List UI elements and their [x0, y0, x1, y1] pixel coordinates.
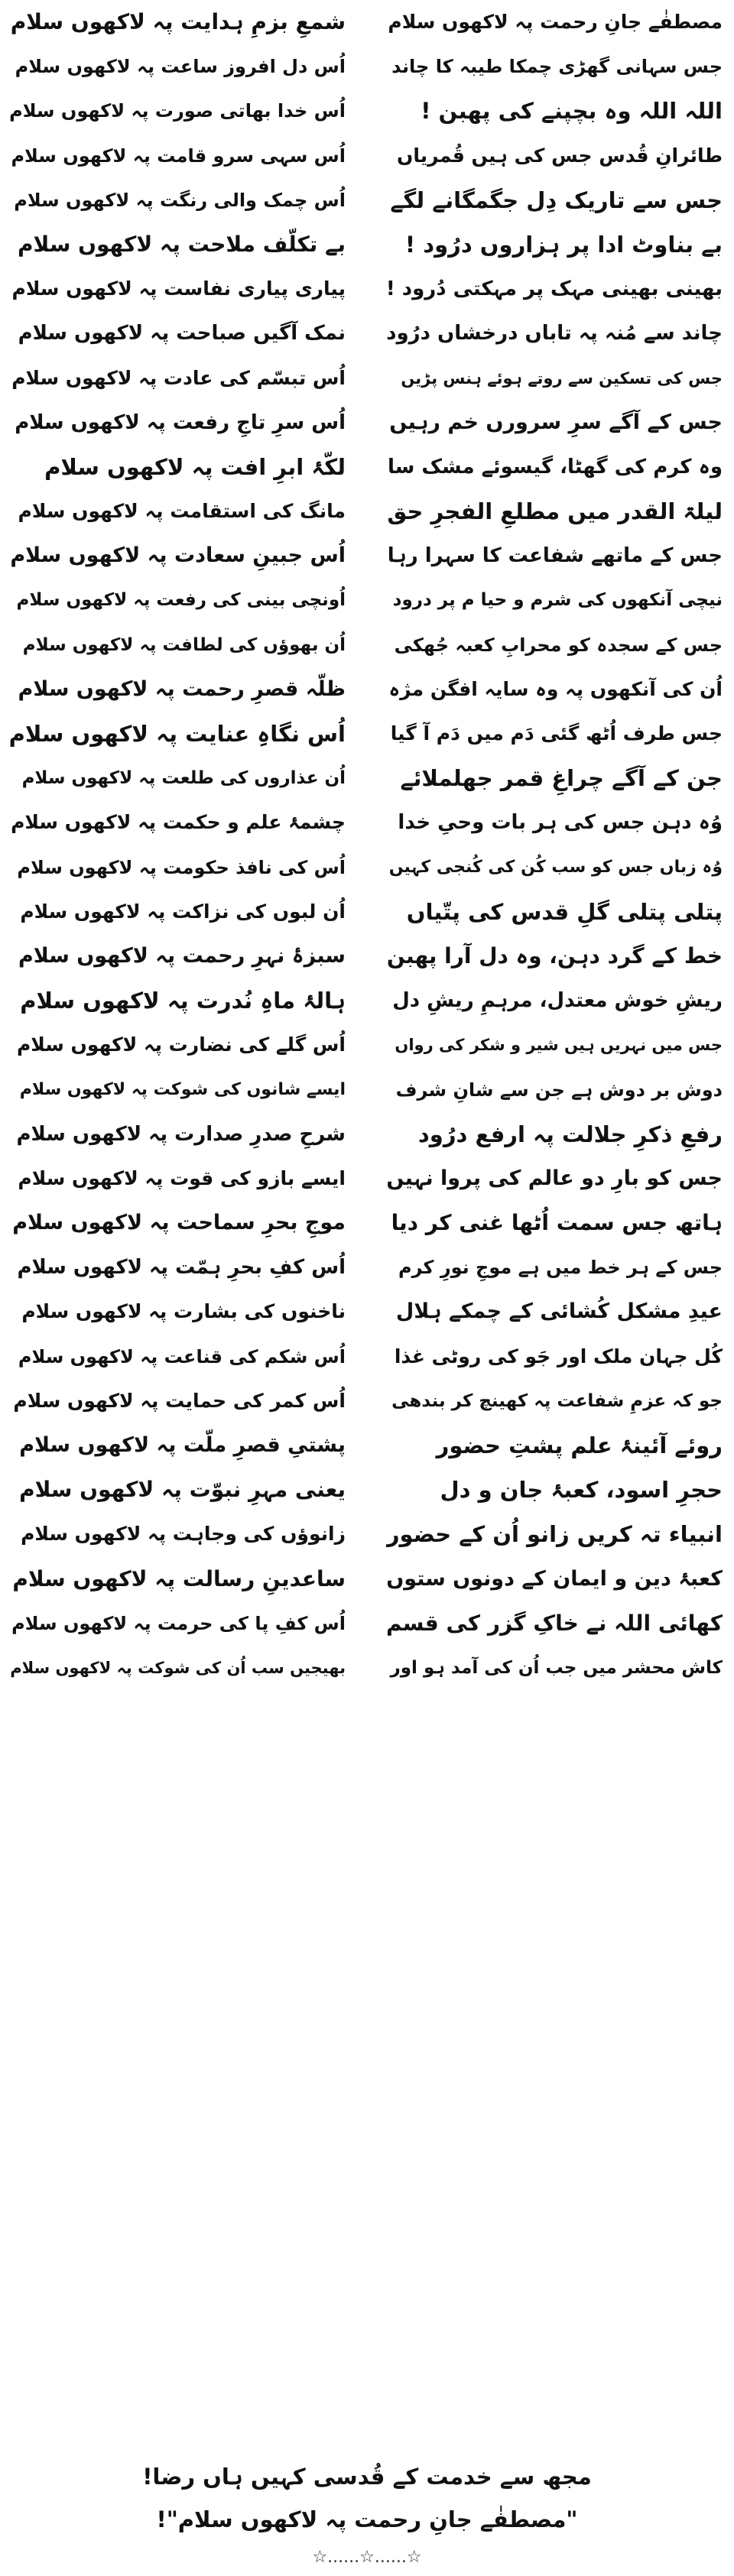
second-hemistich: اُس کمر کی حمایت پہ لاکھوں سلام	[13, 1389, 346, 1412]
second-hemistich: اُس چمک والی رنگت پہ لاکھوں سلام	[14, 189, 346, 211]
second-hemistich: اُس دل افروز ساعت پہ لاکھوں سلام	[15, 56, 346, 78]
first-hemistich: جس کے سجدہ کو محرابِ کعبہ جُھکی	[394, 634, 723, 656]
couplet-row	[0, 445, 734, 489]
first-hemistich: کُل جہان ملک اور جَو کی روٹی غذا	[394, 1345, 723, 1367]
couplet-row	[0, 44, 734, 89]
couplet-row	[0, 890, 734, 934]
second-hemistich: ہالۂ ماہِ نُدرت پہ لاکھوں سلام	[20, 988, 346, 1014]
second-hemistich: اُن بھوؤں کی لطافت پہ لاکھوں سلام	[22, 634, 346, 655]
couplet-row	[0, 845, 734, 890]
first-hemistich: اللہ اللہ وہ بچپنے کی پھبن !	[421, 98, 723, 125]
second-hemistich: پشتیِ قصرِ ملّت پہ لاکھوں سلام	[19, 1433, 346, 1457]
second-hemistich: ایسے شانوں کی شوکت پہ لاکھوں سلام	[19, 1079, 346, 1099]
second-hemistich: اُس سرِ تاجِ رفعت پہ لاکھوں سلام	[15, 410, 346, 434]
second-hemistich: اُس تبسّم کی عادت پہ لاکھوں سلام	[11, 366, 346, 389]
first-hemistich: جس کے ہر خط میں ہے موجِ نورِ کرم	[398, 1257, 723, 1279]
couplet-row	[0, 1646, 734, 1690]
second-hemistich: ساعدینِ رسالت پہ لاکھوں سلام	[12, 1565, 346, 1591]
first-hemistich: مصطفٰے جانِ رحمت پہ لاکھوں سلام	[388, 11, 723, 33]
first-hemistich: نیچی آنکھوں کی شرم و حیا م پر درود	[392, 590, 723, 611]
couplet-row	[0, 1423, 734, 1468]
first-hemistich: خط کے گرد دہن، وہ دل آرا پھبن	[386, 942, 723, 968]
couplet-row	[0, 978, 734, 1023]
first-hemistich: روئے آئینۂ علم پشتِ حضور	[436, 1432, 723, 1458]
star-divider: ☆......☆......☆	[312, 2548, 422, 2567]
couplet-row	[0, 311, 734, 355]
second-hemistich: اُس جبینِ سعادت پہ لاکھوں سلام	[10, 543, 346, 568]
second-hemistich: شرحِ صدرِ صدارت پہ لاکھوں سلام	[16, 1122, 346, 1146]
first-hemistich: عیدِ مشکل کُشائی کے چمکے ہلال	[395, 1299, 723, 1324]
couplet-row	[0, 267, 734, 311]
first-hemistich: جس کے ماتھے شفاعت کا سہرا رہا	[387, 544, 723, 568]
first-hemistich: کاش محشر میں جب اُن کی آمد ہو اور	[390, 1657, 723, 1678]
couplet-row	[0, 534, 734, 578]
couplet-row	[0, 1023, 734, 1067]
first-hemistich: پتلی پتلی گلِ قدس کی پتّیاں	[406, 898, 723, 925]
second-hemistich: بے تکلّف ملاحت پہ لاکھوں سلام	[18, 231, 346, 257]
first-hemistich: جس سہانی گھڑی چمکا طیبہ کا چاند	[391, 56, 723, 78]
first-hemistich: کھائی اللہ نے خاکِ گزر کی قسم	[386, 1610, 723, 1636]
second-hemistich: اُس شکم کی قناعت پہ لاکھوں سلام	[18, 1345, 346, 1367]
second-hemistich: اُس کفِ بحرِ ہمّت پہ لاکھوں سلام	[17, 1256, 346, 1280]
first-hemistich: ہاتھ جس سمت اُٹھا غنی کر دیا	[391, 1210, 723, 1236]
second-hemistich: اُس گلے کی نضارت پہ لاکھوں سلام	[16, 1033, 346, 1056]
first-hemistich: بھینی بھینی مہک پر مہکتی دُرود !	[386, 277, 723, 301]
couplet-row	[0, 756, 734, 800]
first-hemistich: جس سے تاریک دِل جگمگانے لگے	[390, 187, 723, 213]
couplet-row	[0, 356, 734, 401]
first-hemistich: جس کے آگے سرِ سرورں خم رہیں	[389, 410, 723, 434]
couplet-row	[0, 401, 734, 445]
first-hemistich: جس میں نہریں ہیں شیر و شکر کی رواں	[395, 1036, 723, 1055]
first-hemistich: بے بناوٹ ادا پر ہزاروں درُود !	[404, 231, 723, 258]
couplet-row	[0, 1245, 734, 1290]
second-hemistich: یعنی مہرِ نبوّت پہ لاکھوں سلام	[19, 1477, 346, 1503]
couplet-row	[0, 1601, 734, 1646]
second-hemistich: اُس نگاہِ عنایت پہ لاکھوں سلام	[9, 721, 346, 747]
couplet-row	[0, 578, 734, 622]
second-hemistich: اُس خدا بھاتی صورت پہ لاکھوں سلام	[9, 100, 346, 122]
first-hemistich: دوش بر دوش ہے جن سے شانِ شرف	[395, 1079, 723, 1101]
second-hemistich: مانگ کی استقامت پہ لاکھوں سلام	[18, 500, 346, 523]
second-hemistich: اُس سہی سرو قامت پہ لاکھوں سلام	[11, 144, 346, 167]
first-hemistich: کعبۂ دین و ایمان کے دونوں ستوں	[386, 1566, 723, 1591]
second-hemistich: ناخنوں کی بشارت پہ لاکھوں سلام	[21, 1300, 346, 1323]
first-hemistich: وہ کرم کی گھٹا، گیسوئے مشک سا	[387, 455, 723, 479]
couplet-row	[0, 489, 734, 534]
couplet-row	[0, 934, 734, 978]
couplet-row	[0, 134, 734, 178]
second-hemistich: چشمۂ علم و حکمت پہ لاکھوں سلام	[11, 811, 346, 834]
first-hemistich: اُن کی آنکھوں پہ وہ سایہ افگن مژہ	[388, 677, 723, 700]
couplet-row	[0, 623, 734, 667]
couplet-row	[0, 1379, 734, 1423]
first-hemistich: انبیاء تہ کریں زانو اُن کے حضور	[386, 1521, 723, 1548]
first-hemistich: طائرانِ قُدس جس کی ہیں قُمریاں	[397, 144, 723, 167]
couplet-row	[0, 1468, 734, 1512]
couplet-row	[0, 1512, 734, 1556]
couplet-row	[0, 0, 734, 44]
first-hemistich: لیلۃ القدر میں مطلعِ الفجرِ حق	[387, 498, 723, 525]
second-hemistich: پیاری پیاری نفاست پہ لاکھوں سلام	[11, 277, 346, 300]
second-hemistich: لکّۂ ابرِ افت پہ لاکھوں سلام	[44, 453, 346, 480]
couplet-row	[0, 1068, 734, 1112]
first-hemistich: رفعِ ذکرِ جلالت پہ ارفع درُود	[417, 1121, 723, 1147]
couplet-row	[0, 1157, 734, 1201]
second-hemistich: موجِ بحرِ سماحت پہ لاکھوں سلام	[12, 1211, 346, 1235]
couplet-row	[0, 1335, 734, 1379]
couplet-row	[0, 1290, 734, 1334]
couplet-row	[0, 667, 734, 712]
second-hemistich: اُن لبوں کی نزاکت پہ لاکھوں سلام	[20, 900, 346, 923]
second-hemistich: زانوؤں کی وجاہت پہ لاکھوں سلام	[21, 1523, 346, 1546]
couplet-row	[0, 1201, 734, 1245]
closing-line-1: مجھ سے خدمت کے قُدسی کہیں ہاں رضا!	[142, 2464, 592, 2490]
first-hemistich: چاند سے مُنہ پہ تاباں درخشاں درُود	[386, 322, 723, 346]
second-hemistich: ایسے بازو کی قوت پہ لاکھوں سلام	[18, 1166, 346, 1189]
second-hemistich: اُس کفِ پا کی حرمت پہ لاکھوں سلام	[11, 1612, 346, 1634]
first-hemistich: جس کو بارِ دو عالم کی پروا نہیں	[386, 1166, 723, 1190]
second-hemistich: اُن عذاروں کی طلعت پہ لاکھوں سلام	[21, 768, 346, 789]
first-hemistich: جس طرف اُٹھ گئی دَم میں دَم آ گیا	[390, 722, 723, 745]
couplet-row	[0, 1112, 734, 1157]
first-hemistich: جس کی تسکین سے روتے ہوئے ہنس پڑیں	[401, 368, 723, 388]
first-hemistich: جن کے آگے چراغِ قمر جھلملائے	[400, 765, 723, 792]
couplet-row	[0, 222, 734, 267]
first-hemistich: وُہ دہن جس کی ہر بات وحیِ خدا	[398, 811, 723, 835]
second-hemistich: ظلّہ قصرِ رحمت پہ لاکھوں سلام	[18, 676, 346, 701]
second-hemistich: شمعِ بزمِ ہدایت پہ لاکھوں سلام	[10, 9, 346, 34]
couplet-row	[0, 89, 734, 133]
couplet-row	[0, 712, 734, 756]
second-hemistich: بھیجیں سب اُن کی شوکت پہ لاکھوں سلام	[10, 1658, 346, 1677]
first-hemistich: حجرِ اسود، کعبۂ جان و دل	[440, 1477, 723, 1504]
first-hemistich: ریشِ خوش معتدل، مرہمِ ریشِ دل	[392, 989, 723, 1013]
second-hemistich: سبزۂ نہرِ رحمت پہ لاکھوں سلام	[18, 943, 346, 968]
closing-line-2: "مصطفٰے جانِ رحمت پہ لاکھوں سلام"!	[156, 2506, 578, 2532]
couplet-row	[0, 178, 734, 222]
second-hemistich: نمک آگیں صباحت پہ لاکھوں سلام	[18, 322, 346, 346]
first-hemistich: وُہ زباں جس کو سب کُن کی کُنجی کہیں	[388, 857, 723, 877]
second-hemistich: اُونچی بینی کی رفعت پہ لاکھوں سلام	[16, 590, 346, 611]
couplet-row	[0, 1557, 734, 1601]
couplet-row	[0, 800, 734, 845]
second-hemistich: اُس کی نافذ حکومت پہ لاکھوں سلام	[17, 856, 346, 878]
first-hemistich: جو کہ عزمِ شفاعت پہ کھینچ کر بندھی	[391, 1390, 723, 1411]
